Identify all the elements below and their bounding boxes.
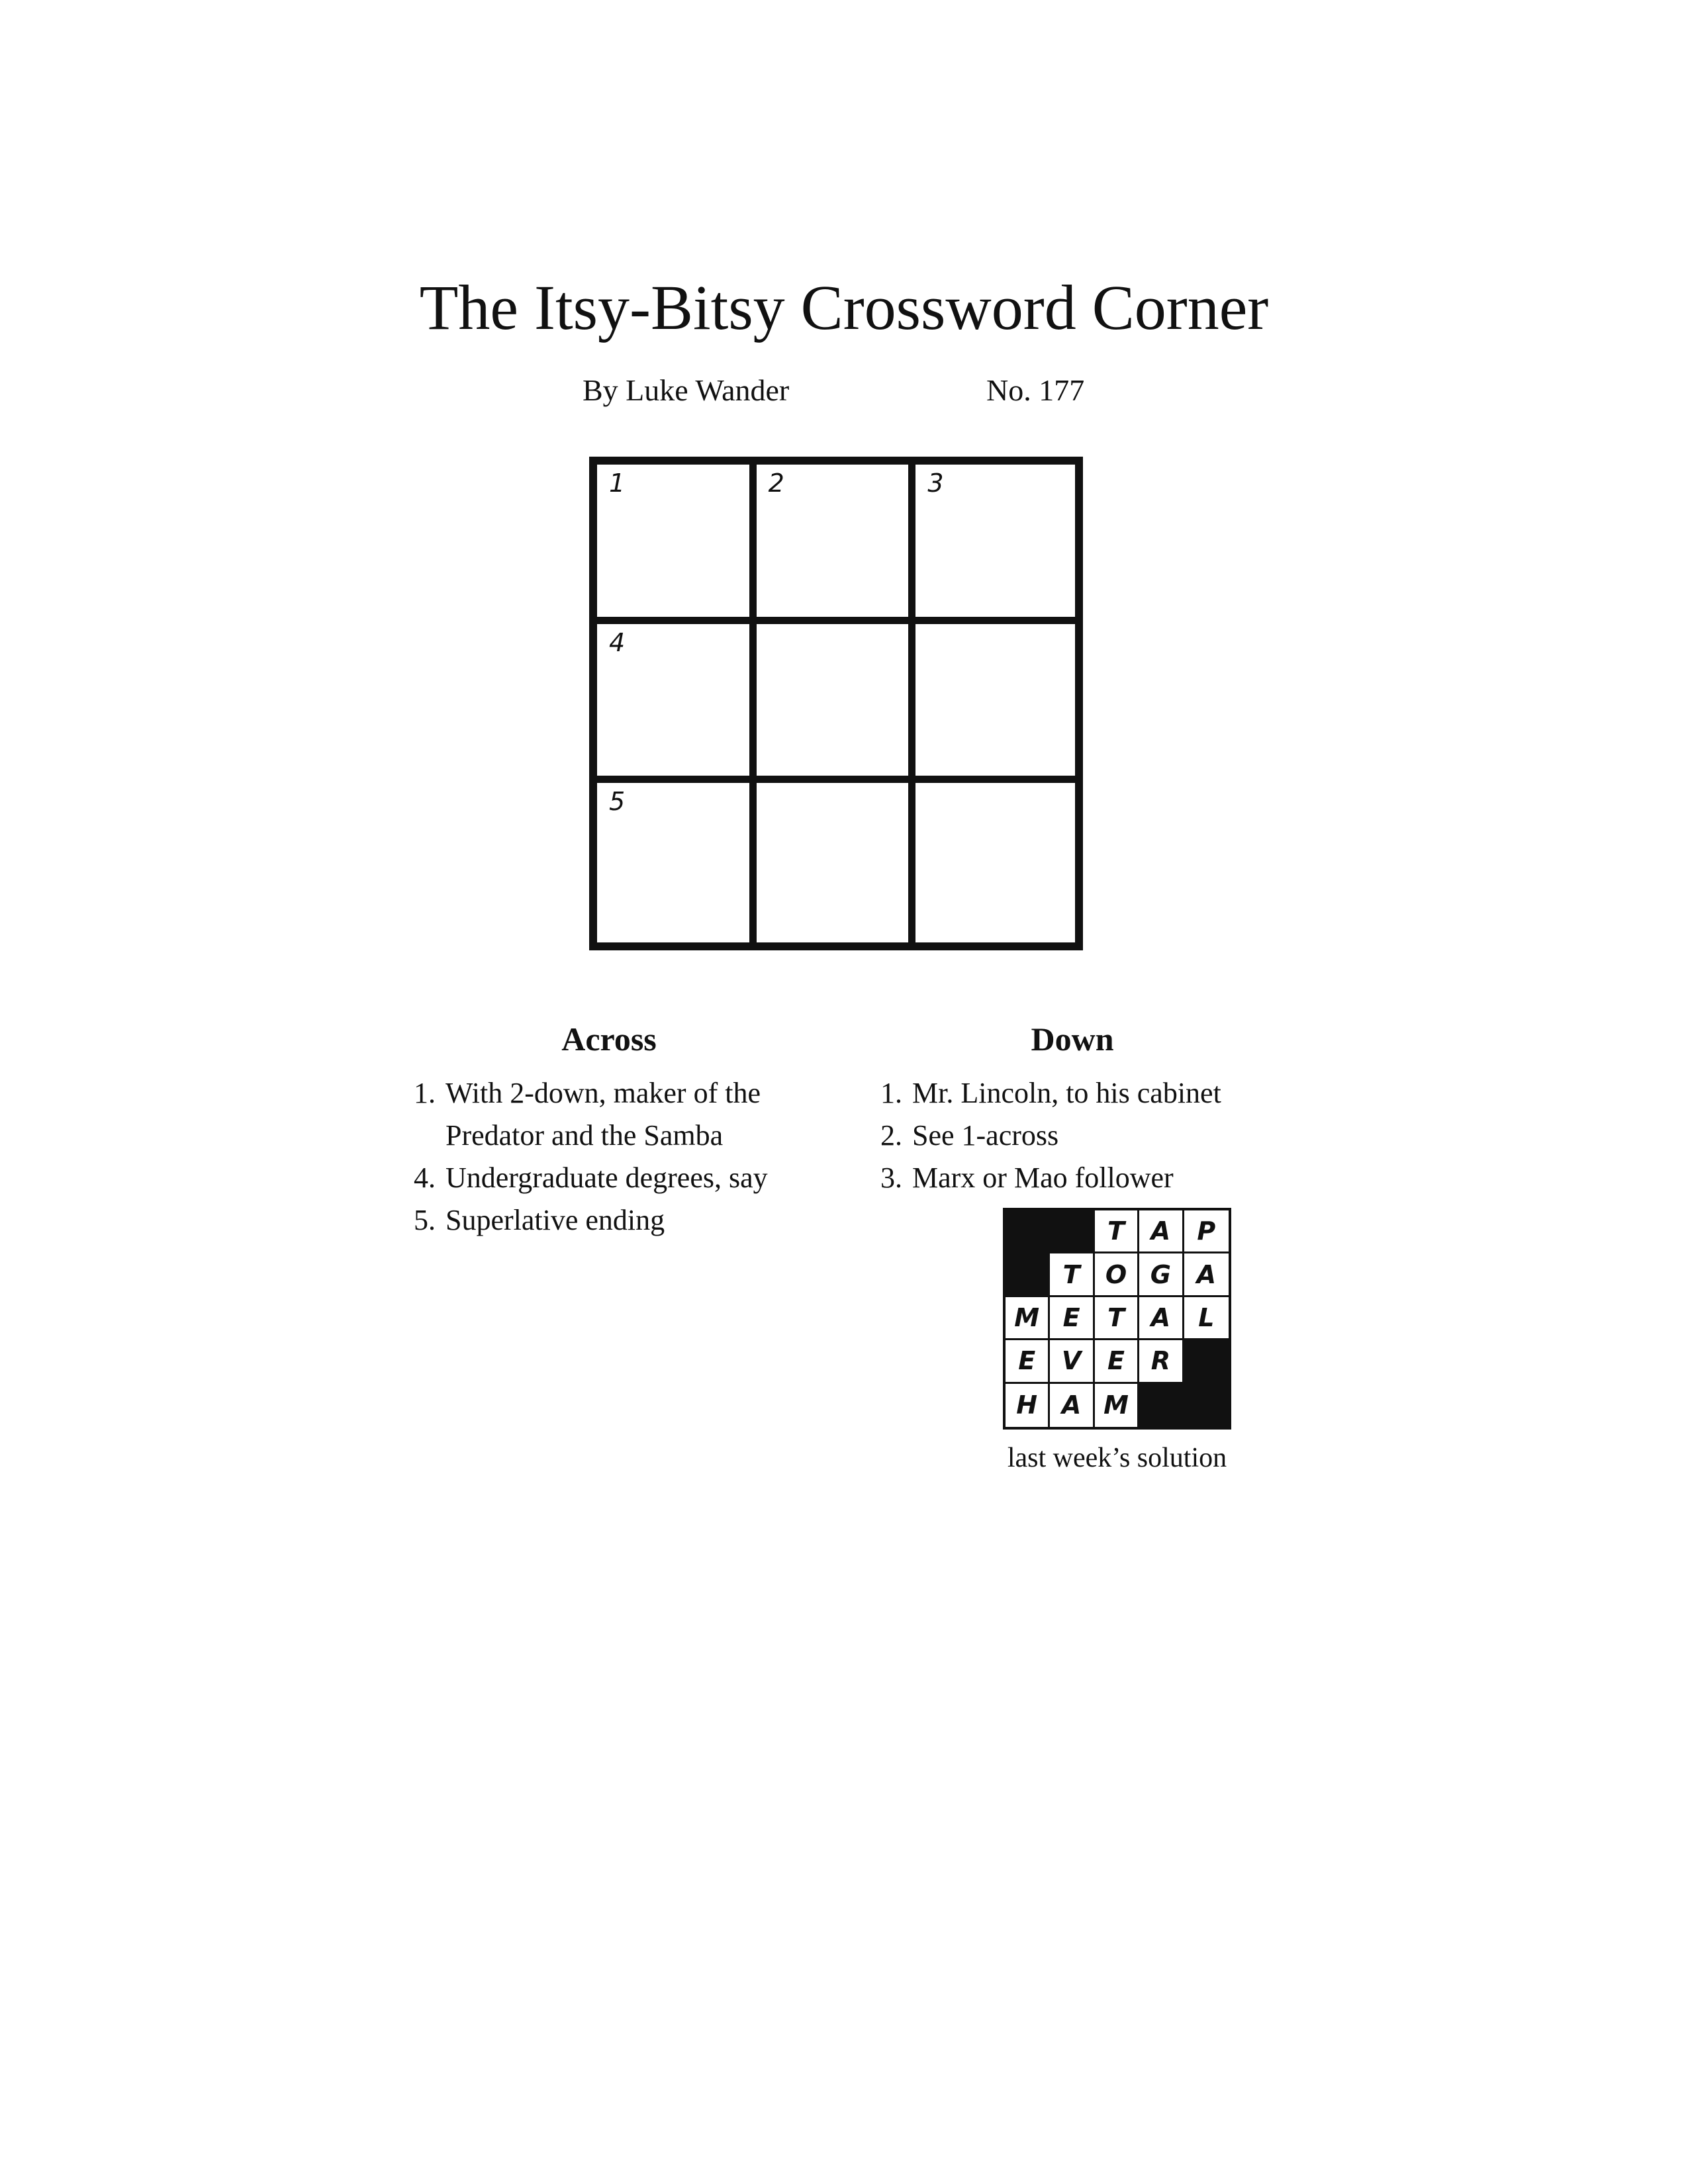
grid-cell[interactable] bbox=[757, 783, 916, 942]
clue-number: 4. bbox=[414, 1161, 436, 1194]
solution-black-cell bbox=[1050, 1210, 1094, 1253]
solution-black-cell bbox=[1006, 1253, 1050, 1297]
solution-letter-cell: T bbox=[1095, 1297, 1139, 1340]
solution-letter-cell: A bbox=[1139, 1297, 1184, 1340]
grid-cell[interactable] bbox=[597, 783, 757, 942]
across-clue bbox=[414, 1157, 824, 1199]
solution-letter-cell: P bbox=[1184, 1210, 1229, 1253]
solution-black-cell bbox=[1139, 1384, 1184, 1427]
issue-number: No. 177 bbox=[986, 373, 1085, 407]
cell-number: 5 bbox=[609, 787, 626, 817]
across-heading: Across bbox=[561, 1021, 657, 1058]
grid-cell[interactable] bbox=[757, 465, 916, 624]
solution-letter-cell: A bbox=[1184, 1253, 1229, 1297]
cell-number: 4 bbox=[609, 627, 626, 657]
puzzle-title: The Itsy-Bitsy Crossword Corner bbox=[419, 272, 1269, 343]
down-clue-list bbox=[880, 1072, 1304, 1199]
solution-caption: last week’s solution bbox=[1007, 1443, 1227, 1473]
clue-number: 5. bbox=[414, 1204, 436, 1236]
solution-letter-cell: A bbox=[1050, 1384, 1094, 1427]
last-week-solution-grid bbox=[1003, 1208, 1231, 1430]
down-clue bbox=[880, 1072, 1304, 1115]
down-heading: Down bbox=[1031, 1021, 1114, 1058]
down-clue bbox=[880, 1157, 1304, 1199]
solution-letter-cell: R bbox=[1139, 1340, 1184, 1383]
solution-letter-cell: O bbox=[1095, 1253, 1139, 1297]
solution-letter-cell: L bbox=[1184, 1297, 1229, 1340]
clue-text: See 1-across bbox=[912, 1119, 1059, 1152]
clue-text: Marx or Mao follower bbox=[912, 1161, 1174, 1194]
solution-letter-cell: E bbox=[1006, 1340, 1050, 1383]
clue-number: 3. bbox=[880, 1161, 902, 1194]
cell-number: 2 bbox=[768, 469, 784, 498]
grid-cell[interactable] bbox=[757, 624, 916, 784]
across-clue bbox=[414, 1199, 824, 1242]
across-clue-list bbox=[414, 1072, 824, 1242]
solution-black-cell bbox=[1006, 1210, 1050, 1253]
down-clue bbox=[880, 1115, 1304, 1157]
clue-text: With 2-down, maker of the Predator and the Samba bbox=[445, 1077, 761, 1152]
grid-cell[interactable] bbox=[915, 783, 1075, 942]
solution-letter-cell: M bbox=[1095, 1384, 1139, 1427]
cell-number: 3 bbox=[927, 469, 944, 498]
solution-black-cell bbox=[1184, 1384, 1229, 1427]
crossword-grid[interactable] bbox=[589, 457, 1083, 950]
grid-cell[interactable] bbox=[597, 624, 757, 784]
solution-letter-cell: A bbox=[1139, 1210, 1184, 1253]
solution-letter-cell: E bbox=[1050, 1297, 1094, 1340]
grid-cell[interactable] bbox=[915, 465, 1075, 624]
solution-letter-cell: M bbox=[1006, 1297, 1050, 1340]
solution-letter-cell: G bbox=[1139, 1253, 1184, 1297]
grid-cell[interactable] bbox=[915, 624, 1075, 784]
cell-number: 1 bbox=[609, 469, 626, 498]
solution-black-cell bbox=[1184, 1340, 1229, 1383]
solution-letter-cell: H bbox=[1006, 1384, 1050, 1427]
solution-letter-cell: T bbox=[1050, 1253, 1094, 1297]
clue-text: Superlative ending bbox=[445, 1204, 665, 1236]
solution-letter-cell: E bbox=[1095, 1340, 1139, 1383]
clue-number: 2. bbox=[880, 1119, 902, 1152]
clue-number: 1. bbox=[414, 1077, 436, 1109]
author-byline: By Luke Wander bbox=[583, 373, 790, 407]
solution-letter-cell: T bbox=[1095, 1210, 1139, 1253]
across-clue bbox=[414, 1072, 824, 1157]
solution-letter-cell: V bbox=[1050, 1340, 1094, 1383]
clue-text: Mr. Lincoln, to his cabinet bbox=[912, 1077, 1221, 1109]
clue-text: Undergraduate degrees, say bbox=[445, 1161, 768, 1194]
grid-cell[interactable] bbox=[597, 465, 757, 624]
clue-number: 1. bbox=[880, 1077, 902, 1109]
